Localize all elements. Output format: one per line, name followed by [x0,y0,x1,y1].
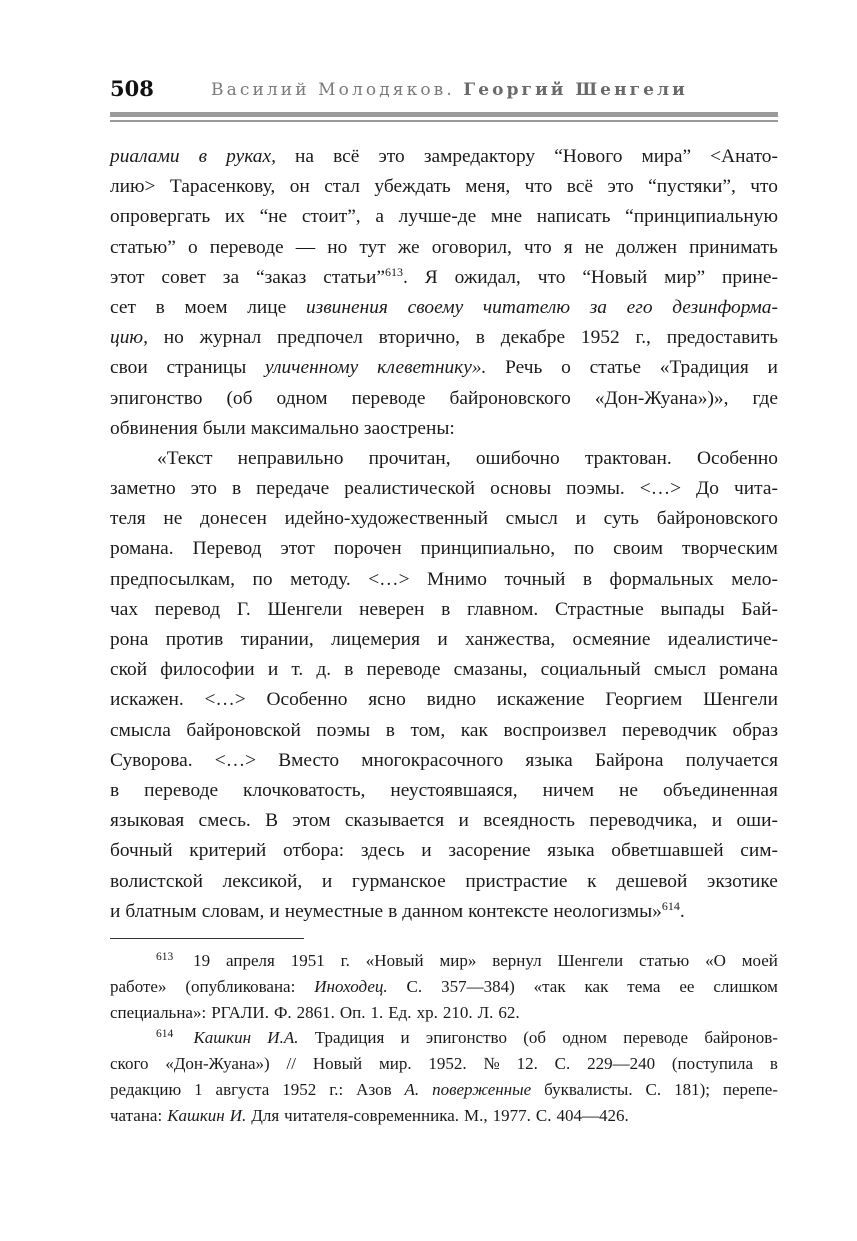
page-number: 508 [110,76,154,101]
footnote-line: ского «Дон-Жуана») // Новый мир. 1952. № 12. С. 229—240 (поступила в [110,1054,778,1074]
text-line: статью” о переводе — но тут же оговорил, что я не должен принимать [110,236,778,258]
footnote-separator [110,938,304,939]
text-line: «Текст неправильно прочитан, ошибочно трактован. Особенно [157,447,778,469]
text-line: лию> Тарасенкову, он стал убеждать меня, что всё это “пустяки”, что [110,176,778,198]
text-line: сет в моем лице извинения своему читателю за его дезинформа- [110,296,778,318]
text-line: теля не донесен идейно-художественный смысл и суть байроновского [110,508,778,530]
text-line: опровергать их “не стоит”, а лучше-де мне написать “принципиальную [110,206,778,228]
text-line: и блатным словам, и неуместные в данном контексте неологизмы»$^{614}$. [110,898,685,922]
text-line: свои страницы уличенному клеветнику». Речь о статье «Традиция и [110,357,778,379]
running-book-title: Георгий Шенгели [463,80,688,100]
text-line: ской философии и т. д. в переводе смазаны, социальный смысл романа [110,659,778,681]
text-line: смысла байроновской поэмы в том, как воспроизвел переводчик образ [110,719,778,741]
text-line: этот совет за “заказ статьи”$^{613}$. Я ожидал, что “Новый мир” прине- [110,264,778,288]
text-line: эпигонство (об одном переводе байроновского «Дон-Жуана»)», где [110,387,778,409]
footnote-line: специальна»: РГАЛИ. Ф. 2861. Оп. 1. Ед. хр. 210. Л. 62. [110,1002,520,1022]
main-text [110,142,778,927]
text-line: бочный критерий отбора: здесь и засорение языка обветшавшей сим- [110,840,778,862]
footnote-line: $^{614}$ Кашкин И.А. Традиция и эпигонство (об одном переводе байронов- [156,1028,778,1048]
text-line: цию, но журнал предпочел вторично, в декабре 1952 г., предоставить [110,327,778,349]
text-line: волистской лексикой, и гурманское пристрастие к дешевой экзотике [110,870,778,892]
text-line: обвинения были максимально заострены: [110,417,455,439]
footnote-line: $^{613}$ 19 апреля 1951 г. «Новый мир» вернул Шенгели статью «О моей [156,951,778,970]
text-line: в переводе клочковатость, неустоявшаяся, ничем не объединенная [110,779,778,801]
footnote-line: редакцию 1 августа 1952 г.: Азов А. поверженные буквалисты. С. 181); перепе- [110,1079,778,1099]
footnotes [110,948,778,1129]
text-line: рона против тирании, лицемерия и ханжества, осмеяние идеалистиче- [110,629,778,650]
running-header [110,72,778,106]
text-line: чах перевод Г. Шенгели неверен в главном. Страстные выпады Бай- [110,598,778,620]
running-title [211,80,688,100]
header-rule-thick [110,112,778,117]
text-line: риалами в руках, на всё это замредактору “Нового мира” <Анато- [110,146,778,167]
text-line: предпосылкам, по методу. <…> Мнимо точный в формальных мело- [110,568,778,590]
text-line: Суворова. <…> Вместо многокрасочного языка Байрона получается [110,749,778,771]
text-line: романа. Перевод этот порочен принципиально, по своим творческим [110,538,778,560]
text-line: языковая смесь. В этом сказывается и всеядность переводчика, и оши- [110,810,778,832]
running-author: Василий Молодяков. [211,80,455,100]
text-line: заметно это в передаче реалистической основы поэмы. <…> До чита- [110,478,778,500]
footnote-line: работе» (опубликована: Иноходец. С. 357—384) «так как тема ее слишком [110,976,778,996]
footnote-line: чатана: Кашкин И. Для читателя-современника. М., 1977. С. 404—426. [110,1105,629,1125]
header-rule-thin [110,120,778,122]
text-line: искажен. <…> Особенно ясно видно искажение Георгием Шенгели [110,689,778,711]
